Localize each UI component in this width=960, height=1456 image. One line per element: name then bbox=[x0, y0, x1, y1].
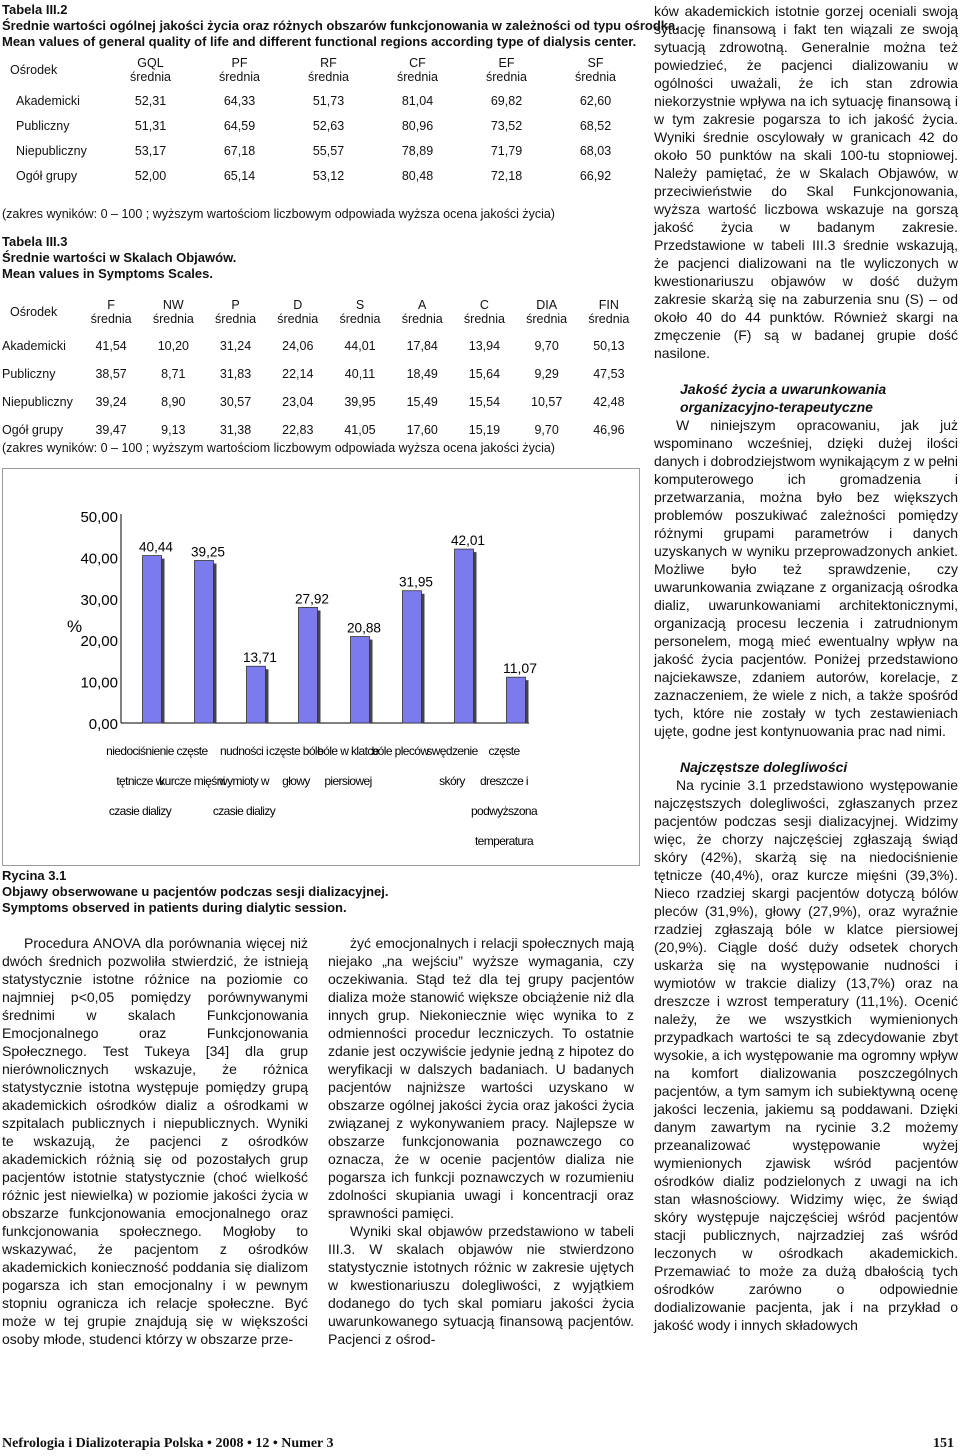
paragraph: Procedura ANOVA dla porównania więcej niż dwóch średnich pozwoliła stwierdzić, że istnieją statystycznie istotne różnice na poziomie co najmniej p<0,05 pomiędzy porównywanymi średnimi w skalach Funkcjonowania Emocjonalnego oraz Funkcjonowania Społecznego. Test Tukeya [34] dla grup nierównolicznych wskazuje, że różnica statystycznie istotna występuje pomiędzy grupą akademickich ośrodków dializ a ośrodkami w szpitalach publicznych i niepublicznych. Wyniki te wskazują, że pacjenci z ośrodków akademickich różnią się od pozostałych grup pacjentów istotnie statystycznie (choć wielkość różnic jest niewielka) w poziomie jakości życia w obszarze funkcjonowania emocjonalnego oraz funkcjonowania społecznego. Mogłoby to wskazywać, że pacjentom z ośrodków akademickich konieczność poddania się dializom pogarsza ich stan emocjonalny i w pewnym stopniu ogranicza ich relacje społeczne. Być może w tej grupie znajdują się w większości osoby młode, studenci którzy w obszarze prze- bbox=[2, 935, 308, 1347]
body-column-left bbox=[2, 934, 308, 1348]
body-column-right bbox=[654, 2, 958, 1334]
table-cell: 15,54 bbox=[468, 395, 501, 409]
column-subheader: średnia bbox=[575, 70, 616, 84]
table-3-title-en: Mean values in Symptoms Scales. bbox=[2, 266, 213, 281]
bar bbox=[403, 591, 422, 723]
table-cell: 65,14 bbox=[223, 168, 256, 183]
column-subheader: średnia bbox=[588, 312, 630, 326]
column-header bbox=[284, 52, 373, 88]
table-cell: 68,03 bbox=[579, 143, 612, 158]
table-cell: 39,47 bbox=[95, 423, 127, 437]
table-cell: 52,63 bbox=[312, 118, 345, 133]
table-cell: 17,60 bbox=[406, 423, 438, 437]
table-cell: 72,18 bbox=[490, 168, 523, 183]
table-cell: 39,24 bbox=[95, 395, 127, 409]
x-tick-label: kurcze mięśni bbox=[159, 774, 225, 788]
table-row bbox=[0, 388, 640, 416]
bar bbox=[455, 549, 474, 723]
column-name: A bbox=[418, 298, 427, 312]
table-cell: 15,49 bbox=[406, 395, 438, 409]
bar-value-label: 27,92 bbox=[295, 590, 330, 607]
bar-value-label: 31,95 bbox=[399, 573, 434, 590]
table-cell: 30,57 bbox=[219, 395, 252, 409]
column-subheader: średnia bbox=[215, 312, 257, 326]
table-cell: 10,20 bbox=[157, 339, 189, 353]
table-cell: 15,64 bbox=[468, 367, 501, 381]
paragraph: Na rycinie 3.1 przedstawiono występowanie najczęstszych dolegliwości, zgłaszanych przez pacjentów podczas sesji dializacyjnej. Widzimy więc, że chorzy najczęściej zgłaszają świąd skóry (42%), skarżą się na niedociśnienie tętnicze (40,4%), oraz kurcze mięśni (39,3%). Nieco rzadziej skargi pacjentów dotyczą bólów pleców (31,9%), głowy (27,9%), oraz wyraźnie rzadziej zgłaszają bóle w klatce piersiowej (20,9%). Ciągle dość duży odsetek chorych uskarża się na występowanie nudności i wymiotów w trakcie dializy (13,7%) oraz na dreszcze i wzrost temperatury (11,1%). Ocenić należy, że we wszystkich wymienionych przypadkach wartości te są zdecydowanie zbyt wysokie, a ich występowanie ma ogromny wpływ na komfort dializowania poszczególnych pacjentów, a tym samym ich subiektywną ocenę jakości leczenia, jakiemu są poddawani. Dzięki danym zawartym na rycinie 3.2 możemy przeanalizować występowanie wyżej wymienionych zjawisk wśród pacjentów ośrodków dializ podzielonych z uwagi na ich stan własnościowy. Widzimy więc, że świąd skóry występuje najczęściej wśród pacjentów stacji publicznych, najrzadziej zaś wśród leczonych w ośrodkach akademickich. Przemawiać to może za dużą dbałością tych ośrodków zarówno o odpowiednie dodializowanie pacjenta, jak i na przykład o jakość wody i innych składowych bbox=[654, 777, 958, 1333]
table-cell: 80,96 bbox=[401, 118, 434, 133]
table-cell: 31,24 bbox=[219, 339, 252, 353]
column-subheader: średnia bbox=[130, 70, 171, 84]
bar bbox=[299, 607, 318, 723]
column-name: EF bbox=[498, 56, 515, 70]
table-2-note: (zakres wyników: 0 – 100 ; wyższym wartościom liczbowym odpowiada wyższa ocena jakości życia) bbox=[2, 207, 555, 221]
figure-title-pl: Objawy obserwowane u pacjentów podczas sesji dializacyjnej. bbox=[2, 884, 389, 899]
table-cell: 42,48 bbox=[593, 395, 625, 409]
table-3-note: (zakres wyników: 0 – 100 ; wyższym wartościom liczbowym odpowiada wyższa ocena jakości życia) bbox=[2, 441, 555, 455]
column-header bbox=[516, 292, 578, 332]
bar bbox=[507, 677, 526, 723]
table-cell: 31,83 bbox=[219, 367, 252, 381]
x-tick-label: piersiowej bbox=[324, 774, 372, 788]
table-cell: 22,83 bbox=[282, 423, 314, 437]
column-name: CF bbox=[409, 56, 426, 70]
section-heading-line: organizacyjno-terapeutyczne bbox=[680, 399, 873, 415]
x-tick-label: tętnicze w bbox=[116, 774, 164, 788]
column-subheader: średnia bbox=[486, 70, 527, 84]
x-tick-label: częste bóle bbox=[268, 744, 324, 758]
figure-caption bbox=[2, 868, 389, 916]
body-column-middle bbox=[328, 934, 634, 1348]
y-tick-label: 30,00 bbox=[80, 591, 118, 609]
table-cell: 44,01 bbox=[344, 339, 376, 353]
table-cell: 69,82 bbox=[490, 93, 523, 108]
symptoms-bar-chart bbox=[3, 469, 641, 867]
table-cell: 53,12 bbox=[312, 168, 345, 183]
section-heading bbox=[654, 380, 958, 416]
x-tick-label: temperatura bbox=[474, 834, 534, 848]
x-tick-label: bóle w klatce bbox=[317, 744, 379, 758]
x-tick-label: swędzenie bbox=[426, 744, 478, 758]
column-header bbox=[204, 292, 266, 332]
x-tick-label: częste bbox=[488, 744, 520, 758]
bar bbox=[143, 556, 162, 723]
column-header bbox=[142, 292, 204, 332]
x-tick-label: bóle pleców bbox=[371, 744, 429, 758]
row-label: Publiczny bbox=[2, 367, 56, 381]
row-label: Ogół grupy bbox=[16, 168, 78, 183]
table-cell: 17,84 bbox=[406, 339, 438, 353]
table-cell: 10,57 bbox=[531, 395, 563, 409]
y-tick-label: 10,00 bbox=[80, 674, 118, 692]
column-name: S bbox=[355, 298, 365, 312]
table-cell: 71,79 bbox=[490, 143, 523, 158]
bar-value-label: 11,07 bbox=[503, 660, 538, 677]
table-cell: 73,52 bbox=[490, 118, 523, 133]
x-tick-label: czasie dializy bbox=[212, 804, 276, 818]
table-cell: 18,49 bbox=[406, 367, 438, 381]
table-cell: 62,60 bbox=[579, 93, 612, 108]
column-subheader: średnia bbox=[90, 312, 132, 326]
x-tick-label: dreszcze i bbox=[479, 774, 529, 788]
section-heading bbox=[654, 758, 958, 776]
table-cell: 8,90 bbox=[161, 395, 186, 409]
y-tick-label: 0,00 bbox=[88, 716, 118, 733]
table-cell: 31,38 bbox=[219, 423, 252, 437]
section-heading-line: Najczęstsze dolegliwości bbox=[680, 759, 848, 775]
table-cell: 9,70 bbox=[534, 423, 559, 437]
y-tick-label: 40,00 bbox=[80, 550, 118, 568]
column-name: D bbox=[293, 298, 303, 312]
table-row bbox=[0, 113, 640, 138]
table-cell: 80,48 bbox=[401, 168, 434, 183]
table-cell: 9,29 bbox=[534, 367, 559, 381]
column-subheader: średnia bbox=[463, 312, 505, 326]
table-row bbox=[0, 163, 640, 188]
figure-title-en: Symptoms observed in patients during dialytic session. bbox=[2, 900, 347, 915]
table-cell: 38,57 bbox=[95, 367, 127, 381]
x-tick-label: niedociśnienie bbox=[106, 744, 174, 758]
column-header bbox=[80, 292, 142, 332]
figure-3-1-chart-frame bbox=[2, 468, 640, 866]
column-subheader: średnia bbox=[401, 312, 443, 326]
figure-label: Rycina 3.1 bbox=[2, 868, 67, 883]
table-2-title-pl: Średnie wartości ogólnej jakości życia oraz różnych obszarów funkcjonowania w zależności od typu ośrodka. bbox=[2, 18, 679, 33]
bar bbox=[247, 666, 266, 723]
table-cell: 55,57 bbox=[312, 143, 345, 158]
table-cell: 15,19 bbox=[468, 423, 501, 437]
table-row bbox=[0, 360, 640, 388]
bar-value-label: 42,01 bbox=[451, 532, 486, 549]
bar-value-label: 40,44 bbox=[139, 538, 174, 555]
column-header bbox=[195, 52, 284, 88]
table-cell: 9,70 bbox=[534, 339, 559, 353]
table-cell: 53,17 bbox=[134, 143, 167, 158]
y-axis-label: % bbox=[67, 616, 83, 636]
x-tick-label: nudności i bbox=[219, 744, 269, 758]
column-subheader: średnia bbox=[152, 312, 194, 326]
x-tick-label: wymioty w bbox=[219, 774, 269, 788]
row-label: Ogół grupy bbox=[2, 423, 64, 437]
row-label: Akademicki bbox=[16, 93, 80, 108]
table-cell: 47,53 bbox=[593, 367, 625, 381]
table-cell: 81,04 bbox=[401, 93, 434, 108]
table-cell: 46,96 bbox=[593, 423, 625, 437]
column-name: GQL bbox=[137, 56, 164, 70]
table-2-caption bbox=[2, 2, 679, 50]
x-tick-label: częste bbox=[176, 744, 208, 758]
column-name: DIA bbox=[536, 298, 558, 312]
column-subheader: średnia bbox=[526, 312, 568, 326]
table-cell: 64,33 bbox=[223, 93, 256, 108]
table-cell: 52,00 bbox=[134, 168, 167, 183]
table-2 bbox=[0, 52, 640, 188]
row-label: Akademicki bbox=[2, 339, 66, 353]
table-row bbox=[0, 416, 640, 444]
column-header bbox=[453, 292, 515, 332]
table-3-title-pl: Średnie wartości w Skalach Objawów. bbox=[2, 250, 237, 265]
column-header bbox=[267, 292, 329, 332]
paragraph: ków akademickich istotnie gorzej oceniali swoją sytuację finansową i fakt ten wiązali ze swoją sytuacją zdrowotną. Generalnie można też powiedzieć, że pacjenci dializowaniu w ogólności uważali, że ich stan zdrowia niekorzystnie wpływa na ich sytuację finansową i w tym zakresie pogarsza to ich jakość życia. Wyniki średnie oscylowały w granicach 42 do około 50 punktów na skali 100-tu stopniowej. Należy pamiętać, że w Skalach Objawów, w przeciwieństwie do Skal Funkcjonowania, wyższa wartość liczbowa wskazuje na gorszą jakość życia w badanym zakresie. Przedstawione w tabeli III.3 średnie wskazują, że pacjenci dializowani na tle wyliczonych w kwestionariuszu objawów w dość dużym zakresie skarżą się na zaburzenia snu (S) – od około 40 do 44 punktów. Również skargi na zmęczenie (F) są w badanej grupie dość nasilone. bbox=[654, 3, 958, 361]
column-header bbox=[578, 292, 640, 332]
row-label: Niepubliczny bbox=[2, 395, 73, 409]
table-cell: 78,89 bbox=[401, 143, 434, 158]
table-2-corner: Ośrodek bbox=[10, 63, 58, 77]
table-cell: 9,13 bbox=[161, 423, 186, 437]
x-tick-label: czasie dializy bbox=[108, 804, 172, 818]
column-name: RF bbox=[320, 56, 337, 70]
column-header bbox=[106, 52, 195, 88]
x-tick-label: podwyższona bbox=[470, 804, 538, 818]
column-header bbox=[462, 52, 551, 88]
paragraph: W niniejszym opracowaniu, jak już wspominano wcześniej, dzięki dużej ilości danych i dobrodziejstwom wynikającym z w pełni komputerowego ich gromadzenia i przetwarzania, można było bez większych problemów poszukiwać zależności pomiędzy różnymi grupami parametrów i danych uzyskanych w wyniku przeprowadzonych ankiet. Możliwe było też sprawdzenie, czy uwarunkowania związane z organizacją ośrodka dializ, uwarunkowaniami architektonicznymi, organizacją procesu leczenia i zatrudnionym personelem, mogą mieć ewentualny wpływ na jakość życia pacjentów. Poniżej przedstawiono najciekawsze, zdaniem autorów, korelacje, z zaznaczeniem, że wiele z nich, a także spośród tych, które nie zostały w tych zestawieniach ujęte, godne jest kontynuowania prac nad nimi. bbox=[654, 417, 958, 739]
column-header bbox=[391, 292, 453, 332]
row-label: Niepubliczny bbox=[16, 143, 87, 158]
table-cell: 52,31 bbox=[134, 93, 167, 108]
table-cell: 41,54 bbox=[95, 339, 127, 353]
paragraph: żyć emocjonalnych i relacji społecznych mają niejako „na wejściu” wyższe wymagania, czy oczekiwania. Stąd też dla tej grupy pacjentów dializa może stanowić większe obciążenie niż dla innych grup. Niekoniecznie więc wynika to z odmienności procedur leczniczych. To ostatnie zdanie jest oczywiście jedynie jedną z hipotez do weryfikacji w dalszych badaniach. U badanych pacjentów najniższe wartości uzyskano w obszarze ogólnej jakości życia oraz jakości życia związanej z wykonywaniem pracy. Najlepsze w obszarze funkcjonowania poznawczego co oznacza, że w ocenie pacjentów dializa nie pogarsza ich funkcji poznawczych w rozumieniu zdolności skupiania uwagi i koncentracji oraz sprawności pamięci. bbox=[328, 935, 634, 1221]
column-name: C bbox=[479, 298, 489, 312]
table-cell: 23,04 bbox=[282, 395, 314, 409]
column-subheader: średnia bbox=[277, 312, 319, 326]
table-row bbox=[0, 88, 640, 113]
table-cell: 51,73 bbox=[312, 93, 345, 108]
x-tick-label: skóry bbox=[439, 774, 465, 788]
column-subheader: średnia bbox=[308, 70, 349, 84]
table-cell: 51,31 bbox=[134, 118, 167, 133]
table-cell: 22,14 bbox=[282, 367, 314, 381]
table-cell: 41,05 bbox=[344, 423, 376, 437]
table-cell: 39,95 bbox=[344, 395, 376, 409]
page-number: 151 bbox=[933, 1436, 954, 1451]
table-3-caption bbox=[2, 234, 236, 282]
row-label: Publiczny bbox=[16, 118, 70, 133]
y-tick-label: 20,00 bbox=[80, 633, 118, 651]
table-3-corner: Ośrodek bbox=[10, 305, 58, 319]
bar-value-label: 20,88 bbox=[347, 619, 382, 636]
paragraph: Wyniki skal objawów przedstawiono w tabeli III.3. W skalach objawów nie stwierdzono statystycznie istotnych różnic w zakresie ujętych w kwestionariuszu dolegliwości, z wyjątkiem dodanego do tych skal pomiaru jakości życia uwarunkowanego sytuacją finansową pacjentów. Pacjenci z ośrod- bbox=[328, 1223, 634, 1347]
column-subheader: średnia bbox=[339, 312, 381, 326]
column-name: NW bbox=[162, 298, 184, 312]
column-name: PF bbox=[231, 56, 248, 70]
column-header bbox=[551, 52, 640, 88]
x-tick-label: głowy bbox=[282, 774, 310, 788]
column-name: SF bbox=[587, 56, 604, 70]
table-3 bbox=[0, 292, 640, 444]
table-3-label: Tabela III.3 bbox=[2, 234, 68, 249]
table-cell: 24,06 bbox=[282, 339, 314, 353]
column-header bbox=[329, 292, 391, 332]
table-cell: 8,71 bbox=[161, 367, 186, 381]
table-cell: 68,52 bbox=[579, 118, 612, 133]
table-cell: 13,94 bbox=[468, 339, 501, 353]
bar-value-label: 39,25 bbox=[191, 543, 226, 560]
journal-footer: Nefrologia i Dializoterapia Polska • 2008 • 12 • Numer 3 bbox=[2, 1436, 334, 1451]
column-name: P bbox=[231, 298, 240, 312]
column-subheader: średnia bbox=[219, 70, 260, 84]
table-cell: 50,13 bbox=[593, 339, 625, 353]
table-row bbox=[0, 332, 640, 360]
column-subheader: średnia bbox=[397, 70, 438, 84]
table-row bbox=[0, 138, 640, 163]
table-cell: 40,11 bbox=[344, 367, 376, 381]
bar bbox=[195, 561, 214, 723]
bar-value-label: 13,71 bbox=[243, 649, 278, 666]
column-name: FIN bbox=[598, 298, 619, 312]
column-header bbox=[373, 52, 462, 88]
section-heading-line: Jakość życia a uwarunkowania bbox=[680, 381, 887, 397]
bar bbox=[351, 637, 370, 723]
column-name: F bbox=[107, 298, 115, 312]
y-tick-label: 50,00 bbox=[80, 509, 118, 526]
table-2-title-en: Mean values of general quality of life and different functional regions according type of dialysis center. bbox=[2, 34, 637, 49]
table-cell: 67,18 bbox=[223, 143, 256, 158]
table-cell: 66,92 bbox=[579, 168, 612, 183]
table-cell: 64,59 bbox=[223, 118, 256, 133]
table-2-label: Tabela III.2 bbox=[2, 2, 68, 17]
